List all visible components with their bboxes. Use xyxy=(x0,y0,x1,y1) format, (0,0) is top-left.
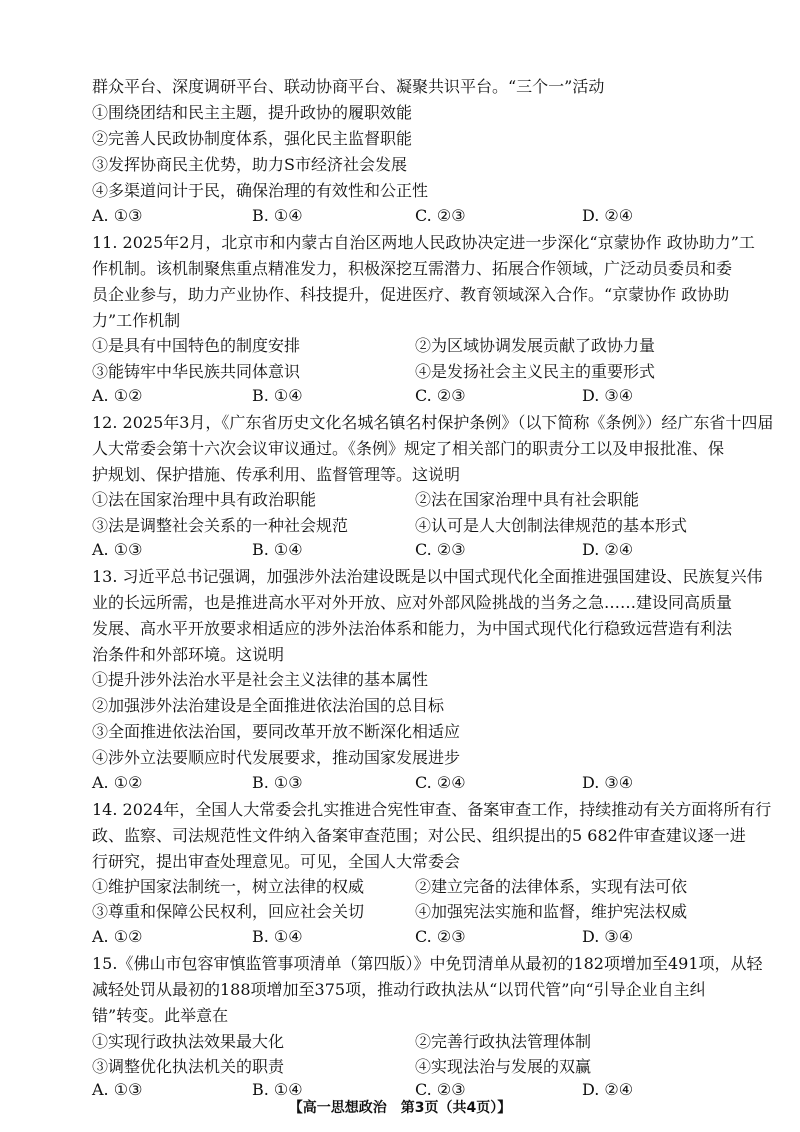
q11-option-c[interactable]: C. ②③ xyxy=(415,386,466,405)
q14-stem-line-2: 政、监察、司法规范性文件纳入备案审查范围；对公民、组织提出的5 682件审查建议逐一进 xyxy=(92,826,746,845)
q14-option-c[interactable]: C. ②③ xyxy=(415,927,466,946)
q11-options xyxy=(92,384,740,408)
q10-item-3: ③发挥协商民主优势，助力S市经济社会发展 xyxy=(92,155,407,174)
q11-stem-line-4: 力”工作机制 xyxy=(92,311,181,330)
q11-stem-line-1: 11. 2025年2月，北京市和内蒙古自治区两地人民政协决定进一步深化“京蒙协作 政协助力”工 xyxy=(92,233,755,252)
q11-stem-line-2: 作机制。该机制聚焦重点精准发力，积极深挖互需潜力、拓展合作领域，广泛动员委员和委 xyxy=(92,259,733,278)
q14-item-2: ②建立完备的法律体系，实现有法可依 xyxy=(415,877,688,896)
q13-item-2: ②加强涉外法治建设是全面推进依法治国的总目标 xyxy=(92,696,445,715)
q11-item-2: ②为区域协调发展贡献了政协力量 xyxy=(415,336,656,355)
q10-option-a[interactable]: A. ①③ xyxy=(92,206,143,225)
q15-stem-line-2: 减轻处罚从最初的188项增加至375项，推动行政执法从“以罚代管”向“引导企业自主纠 xyxy=(92,980,706,999)
q14-item-4: ④加强宪法实施和监督，维护宪法权威 xyxy=(415,902,688,921)
q15-items-row-1 xyxy=(92,1030,740,1054)
q12-option-d[interactable]: D. ②④ xyxy=(582,540,634,559)
q12-option-b[interactable]: B. ①④ xyxy=(252,540,303,559)
q11-option-d[interactable]: D. ③④ xyxy=(582,386,634,405)
q13-option-c[interactable]: C. ②④ xyxy=(415,773,466,792)
q10-options xyxy=(92,204,740,228)
q10-option-b[interactable]: B. ①④ xyxy=(252,206,303,225)
q14-items-row-1 xyxy=(92,875,740,899)
q15-option-b[interactable]: B. ①④ xyxy=(252,1080,303,1099)
q15-items-row-2 xyxy=(92,1055,740,1079)
q15-option-d[interactable]: D. ②④ xyxy=(582,1080,634,1099)
q14-option-d[interactable]: D. ③④ xyxy=(582,927,634,946)
q13-stem-line-4: 治条件和外部环境。这说明 xyxy=(92,645,285,664)
q14-item-1: ①维护国家法制统一，树立法律的权威 xyxy=(92,877,365,896)
q12-option-a[interactable]: A. ①③ xyxy=(92,540,143,559)
q11-item-4: ④是发扬社会主义民主的重要形式 xyxy=(415,362,656,381)
q13-option-b[interactable]: B. ①③ xyxy=(252,773,303,792)
q13-stem-line-2: 业的长远所需，也是推进高水平对外开放、应对外部风险挑战的当务之急……建设同高质量 xyxy=(92,593,733,612)
q11-item-1: ①是具有中国特色的制度安排 xyxy=(92,336,301,355)
q12-items-row-2 xyxy=(92,514,740,538)
q12-stem-line-3: 护规划、保护措施、传承利用、监督管理等。这说明 xyxy=(92,465,461,484)
q15-stem-line-3: 错”转变。此举意在 xyxy=(92,1006,229,1025)
q13-option-a[interactable]: A. ①② xyxy=(92,773,143,792)
q13-option-d[interactable]: D. ③④ xyxy=(582,773,634,792)
q15-item-2: ②完善行政执法管理体制 xyxy=(415,1032,592,1051)
q11-items-row-1 xyxy=(92,334,740,358)
q10-option-d[interactable]: D. ②④ xyxy=(582,206,634,225)
q11-item-3: ③能铸牢中华民族共同体意识 xyxy=(92,362,301,381)
q13-item-4: ④涉外立法要顺应时代发展要求，推动国家发展进步 xyxy=(92,748,461,767)
q10-stem-cont: 群众平台、深度调研平台、联动协商平台、凝聚共识平台。“三个一”活动 xyxy=(92,77,605,96)
q15-item-4: ④实现法治与发展的双赢 xyxy=(415,1057,592,1076)
q14-option-b[interactable]: B. ①④ xyxy=(252,927,303,946)
q10-item-4: ④多渠道问计于民，确保治理的有效性和公正性 xyxy=(92,181,429,200)
q14-item-3: ③尊重和保障公民权利，回应社会关切 xyxy=(92,902,365,921)
q15-stem-line-1: 15.《佛山市包容审慎监管事项清单（第四版）》中免罚清单从最初的182项增加至491项，从轻 xyxy=(92,954,763,973)
q12-item-2: ②法在国家治理中具有社会职能 xyxy=(415,490,640,509)
q12-item-1: ①法在国家治理中具有政治职能 xyxy=(92,490,317,509)
q14-stem-line-3: 行研究，提出审查处理意见。可见，全国人大常委会 xyxy=(92,852,461,871)
q11-items-row-2 xyxy=(92,360,740,384)
q11-option-b[interactable]: B. ①④ xyxy=(252,386,303,405)
q12-stem-line-2: 人大常委会第十六次会议审议通过。《条例》规定了相关部门的职责分工以及申报批准、保 xyxy=(92,439,725,458)
q13-stem-line-3: 发展、高水平开放要求相适应的涉外法治体系和能力，为中国式现代化行稳致远营造有利法 xyxy=(92,619,733,638)
page-footer: 【高一思想政治 第3页（共4页）】 xyxy=(288,1100,512,1116)
q15-option-c[interactable]: C. ②③ xyxy=(415,1080,466,1099)
q13-stem-line-1: 13. 习近平总书记强调，加强涉外法治建设既是以中国式现代化全面推进强国建设、民族复兴伟 xyxy=(92,567,763,586)
q13-item-3: ③全面推进依法治国，要同改革开放不断深化相适应 xyxy=(92,722,461,741)
q13-item-1: ①提升涉外法治水平是社会主义法律的基本属性 xyxy=(92,670,429,689)
q15-option-a[interactable]: A. ①③ xyxy=(92,1080,143,1099)
q12-stem-line-1: 12. 2025年3月，《广东省历史文化名城名镇名村保护条例》（以下简称《条例》）经广东省十四届 xyxy=(92,413,774,432)
q10-item-2: ②完善人民政协制度体系，强化民主监督职能 xyxy=(92,129,413,148)
q10-item-1: ①围绕团结和民主主题，提升政协的履职效能 xyxy=(92,103,413,122)
q14-option-a[interactable]: A. ①② xyxy=(92,927,143,946)
q11-stem-line-3: 员企业参与，助力产业协作、科技提升，促进医疗、教育领域深入合作。“京蒙协作 政协助 xyxy=(92,285,730,304)
q15-item-3: ③调整优化执法机关的职责 xyxy=(92,1057,285,1076)
q14-stem-line-1: 14. 2024年，全国人大常委会扎实推进合宪性审查、备案审查工作，持续推动有关方面将所有行 xyxy=(92,800,772,819)
q13-options xyxy=(92,771,740,795)
q14-items-row-2 xyxy=(92,900,740,924)
q12-option-c[interactable]: C. ②③ xyxy=(415,540,466,559)
q12-options xyxy=(92,538,740,562)
q15-item-1: ①实现行政执法效果最大化 xyxy=(92,1032,285,1051)
q14-options xyxy=(92,925,740,949)
q12-item-4: ④认可是人大创制法律规范的基本形式 xyxy=(415,516,688,535)
q11-option-a[interactable]: A. ①② xyxy=(92,386,143,405)
q12-items-row-1 xyxy=(92,488,740,512)
q12-item-3: ③法是调整社会关系的一种社会规范 xyxy=(92,516,349,535)
q10-option-c[interactable]: C. ②③ xyxy=(415,206,466,225)
